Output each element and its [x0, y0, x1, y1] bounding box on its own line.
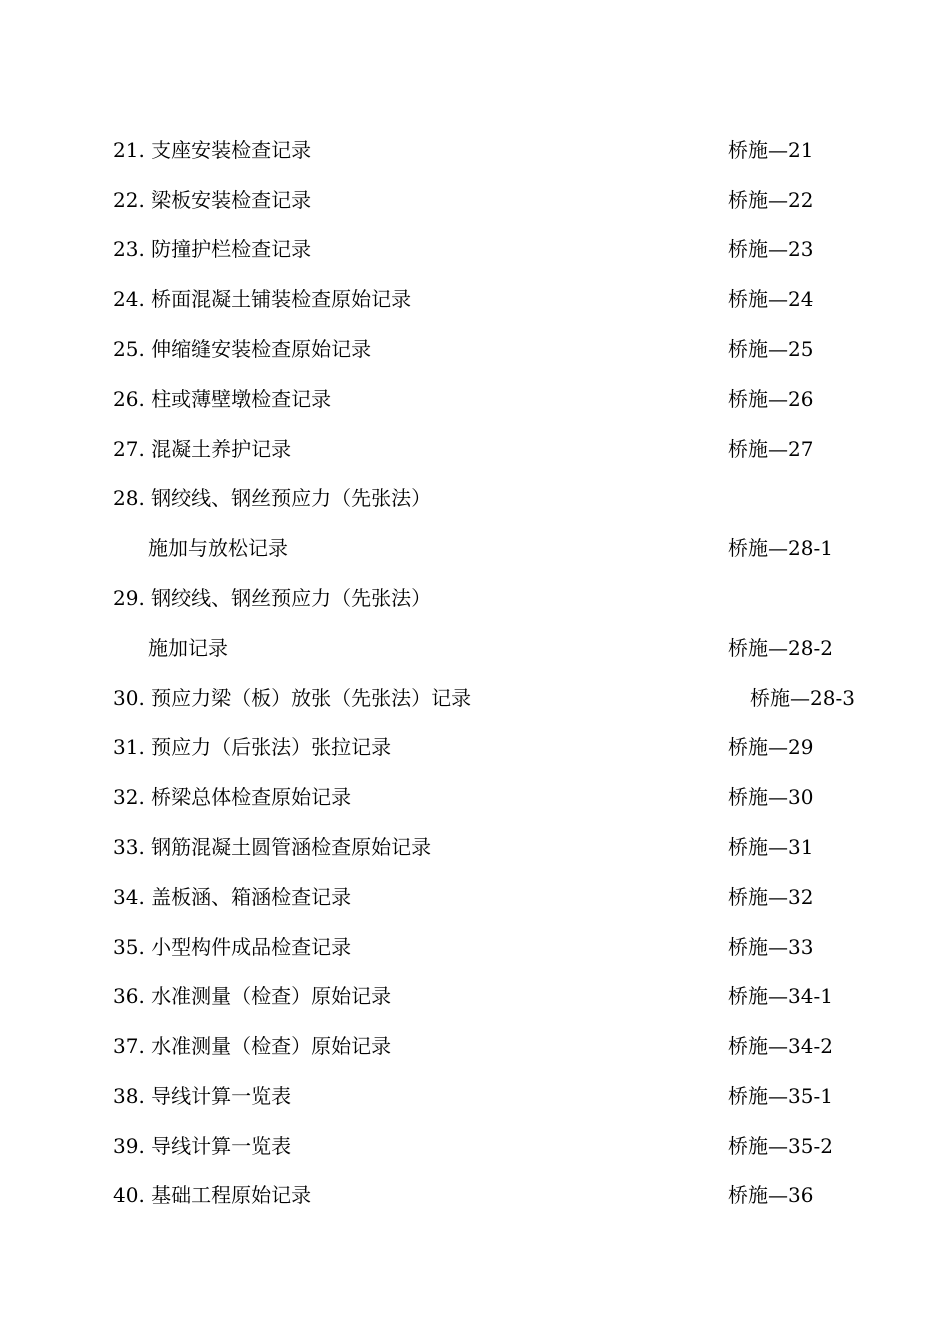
toc-entry-title: 28. 钢绞线、钢丝预应力（先张法）	[113, 486, 432, 510]
toc-entry-title: 40. 基础工程原始记录	[113, 1183, 312, 1207]
toc-entry	[0, 1031, 950, 1061]
toc-entry	[0, 932, 950, 962]
toc-entry-title: 24. 桥面混凝土铺装检查原始记录	[113, 287, 412, 311]
toc-entry-code: 桥施—21	[728, 138, 814, 162]
toc-entry-code: 桥施—30	[728, 785, 814, 809]
toc-entry-title: 23. 防撞护栏检查记录	[113, 237, 312, 261]
toc-entry-title: 36. 水准测量（检查）原始记录	[113, 984, 392, 1008]
toc-entry-title: 38. 导线计算一览表	[113, 1084, 292, 1108]
toc-entry-title: 29. 钢绞线、钢丝预应力（先张法）	[113, 586, 432, 610]
toc-entry-continuation	[0, 533, 950, 563]
toc-entry	[0, 1131, 950, 1161]
toc-entry	[0, 583, 950, 613]
toc-entry-title: 26. 柱或薄壁墩检查记录	[113, 387, 332, 411]
toc-entry-title: 39. 导线计算一览表	[113, 1134, 292, 1158]
toc-entry-code: 桥施—28-2	[728, 636, 833, 660]
toc-entry-title: 33. 钢筋混凝土圆管涵检查原始记录	[113, 835, 432, 859]
toc-entry-title: 27. 混凝土养护记录	[113, 437, 292, 461]
toc-entry	[0, 1180, 950, 1210]
toc-entry-code: 桥施—31	[728, 835, 814, 859]
toc-entry	[0, 483, 950, 513]
toc-entry-continuation	[0, 633, 950, 663]
toc-entry-code: 桥施—32	[728, 885, 814, 909]
toc-entry	[0, 384, 950, 414]
toc-entry-code: 桥施—29	[728, 735, 814, 759]
toc-entry-title: 21. 支座安装检查记录	[113, 138, 312, 162]
toc-entry-title: 31. 预应力（后张法）张拉记录	[113, 735, 392, 759]
toc-entry-code: 桥施—33	[728, 935, 814, 959]
toc-entry	[0, 882, 950, 912]
toc-entry	[0, 234, 950, 264]
toc-entry	[0, 284, 950, 314]
toc-entry-code: 桥施—28-3	[750, 686, 855, 710]
toc-entry-code: 桥施—27	[728, 437, 814, 461]
toc-entry-title: 30. 预应力梁（板）放张（先张法）记录	[113, 686, 472, 710]
toc-entry-title: 32. 桥梁总体检查原始记录	[113, 785, 352, 809]
toc-entry-title: 37. 水准测量（检查）原始记录	[113, 1034, 392, 1058]
toc-entry-code: 桥施—35-2	[728, 1134, 833, 1158]
toc-entry-code: 桥施—35-1	[728, 1084, 833, 1108]
toc-entry-title: 35. 小型构件成品检查记录	[113, 935, 352, 959]
toc-entry-title: 施加与放松记录	[148, 536, 288, 560]
toc-entry-title: 25. 伸缩缝安装检查原始记录	[113, 337, 372, 361]
toc-entry-code: 桥施—22	[728, 188, 814, 212]
toc-entry-code: 桥施—28-1	[728, 536, 833, 560]
toc-entry	[0, 981, 950, 1011]
toc-entry-code: 桥施—26	[728, 387, 814, 411]
toc-entry	[0, 683, 950, 713]
toc-entry-code: 桥施—34-2	[728, 1034, 833, 1058]
toc-entry	[0, 135, 950, 165]
toc-entry	[0, 434, 950, 464]
toc-entry	[0, 732, 950, 762]
toc-entry-title: 施加记录	[148, 636, 228, 660]
toc-entry	[0, 832, 950, 862]
toc-entry	[0, 185, 950, 215]
toc-entry	[0, 1081, 950, 1111]
toc-entry-code: 桥施—36	[728, 1183, 814, 1207]
toc-entry-code: 桥施—25	[728, 337, 814, 361]
toc-entry-code: 桥施—23	[728, 237, 814, 261]
toc-entry-code: 桥施—24	[728, 287, 814, 311]
toc-entry	[0, 334, 950, 364]
toc-entry-title: 34. 盖板涵、箱涵检查记录	[113, 885, 352, 909]
toc-entry	[0, 782, 950, 812]
toc-entry-title: 22. 梁板安装检查记录	[113, 188, 312, 212]
toc-entry-code: 桥施—34-1	[728, 984, 833, 1008]
